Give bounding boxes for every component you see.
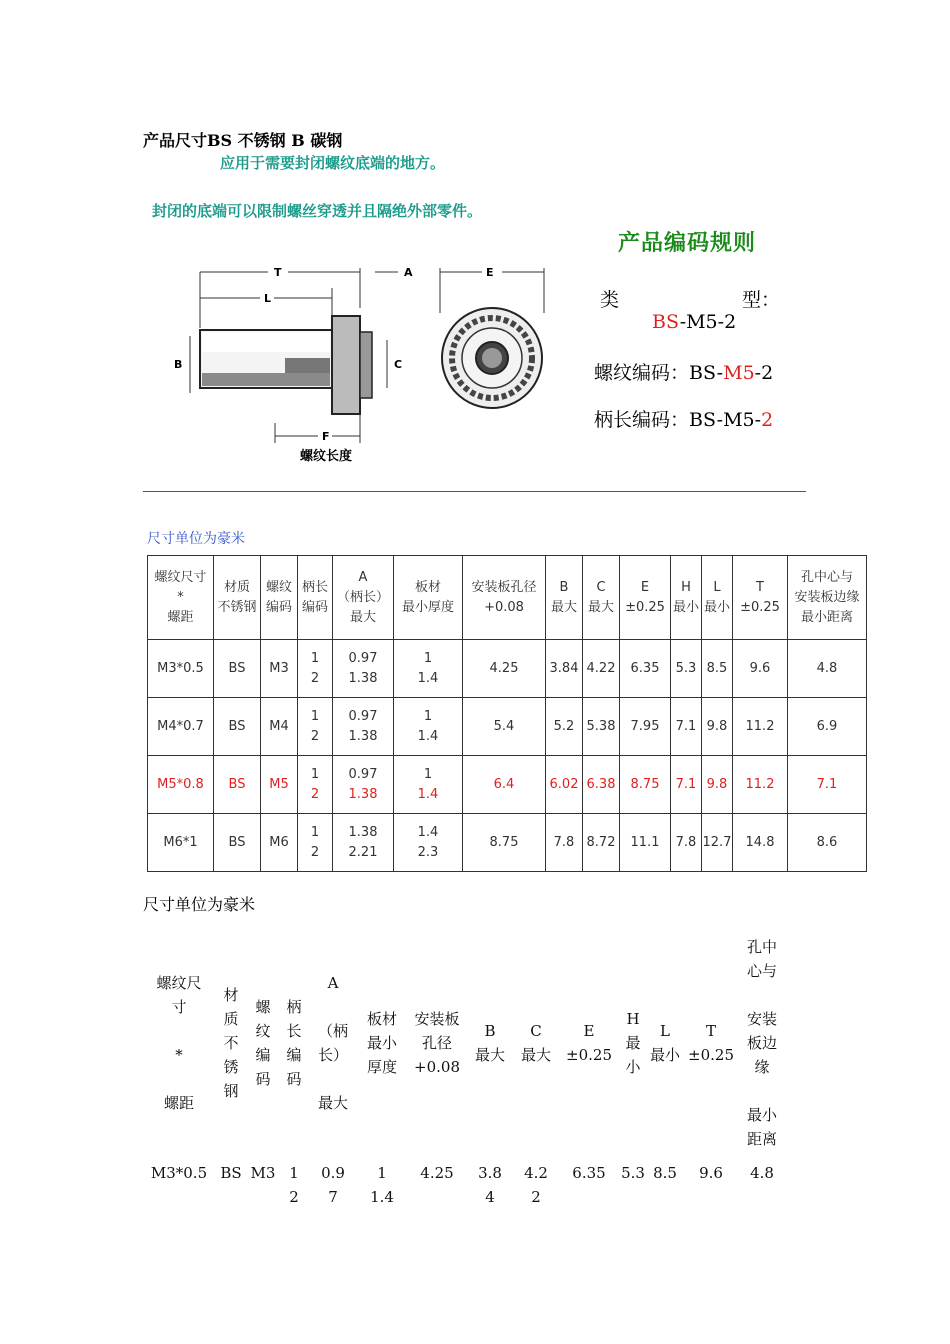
header-cell: E ±0.25 xyxy=(620,556,671,640)
header-cell: 安装板孔径 +0.08 xyxy=(463,556,546,640)
spec-table-text xyxy=(143,935,785,1209)
shank-code-label: 柄长编码：BS-M5- xyxy=(594,409,762,431)
label-t: T xyxy=(274,266,282,279)
header-cell: 螺纹尺寸 * 螺距 xyxy=(148,556,214,640)
label-c: C xyxy=(394,358,403,371)
shank-code-value: 2 xyxy=(761,409,774,431)
header-cell: C 最大 xyxy=(583,556,620,640)
table-row: M4*0.7 BS M4 1 2 0.97 1.38 1 1.4 5.4 5.2 5.38 7.95 7.1 9.8 11.2 6.9 xyxy=(148,698,867,756)
image-table-caption: 尺寸单位为豪米 xyxy=(147,531,245,547)
header-h: H 最 小 xyxy=(625,1010,641,1076)
header-cell: 柄长 编码 xyxy=(298,556,333,640)
header-cell: 孔中心与 安装板边缘 最小距离 xyxy=(788,556,867,640)
header-t: T ±0.25 xyxy=(688,1022,734,1064)
thread-code-label: 螺纹编码：BS- xyxy=(594,362,724,384)
label-l: L xyxy=(264,292,272,305)
table-row: M3*0.5 BS M3 1 2 0.97 1.38 1 1.4 4.25 3.84 4.22 6.35 5.3 8.5 9.6 4.8 xyxy=(148,640,867,698)
header-cell: A （柄长） 最大 xyxy=(333,556,394,640)
shank-code-row xyxy=(594,405,773,432)
text-table-caption: 尺寸单位为豪米 xyxy=(143,895,256,914)
header-hole: 安装板 孔径 +0.08 xyxy=(414,1010,460,1076)
page-title: 产品尺寸BS 不锈钢 B 碳钢 xyxy=(143,131,343,150)
header-cell: 材质 不锈钢 xyxy=(214,556,261,640)
header-code: 螺 纹 编 码 xyxy=(255,998,271,1088)
header-cell: L 最小 xyxy=(702,556,733,640)
type-rest: -M5-2 xyxy=(679,311,737,333)
spec-table-image xyxy=(147,555,867,872)
type-value xyxy=(652,311,736,333)
header-dist: 孔中 心与 安装 板边 缘 最小 距离 xyxy=(746,938,777,1148)
header-e: E ±0.25 xyxy=(566,1022,612,1064)
thread-code-value: M5 xyxy=(723,362,755,384)
type-label-b: 型： xyxy=(742,289,781,311)
label-e: E xyxy=(486,266,494,279)
header-cell: 板材 最小厚度 xyxy=(394,556,463,640)
table-row-highlighted: M5*0.8 BS M5 1 2 0.97 1.38 1 1.4 6.4 6.02 6.38 8.75 7.1 9.8 11.2 7.1 xyxy=(148,756,867,814)
thread-code-suffix: -2 xyxy=(754,362,774,384)
header-cell: B 最大 xyxy=(546,556,583,640)
header-mat: 材 质 不 锈 钢 xyxy=(223,986,239,1100)
header-cell: H 最小 xyxy=(671,556,702,640)
intro-line-1: 应用于需要封闭螺纹底端的地方。 xyxy=(220,154,446,172)
label-a: A xyxy=(404,266,413,279)
header-b: B 最大 xyxy=(474,1022,505,1064)
header-cell: T ±0.25 xyxy=(733,556,788,640)
label-b: B xyxy=(174,358,183,371)
type-prefix: BS xyxy=(652,311,680,333)
table-row: M6*1 BS M6 1 2 1.38 2.21 1.4 2.3 8.75 7.8 8.72 11.1 7.8 12.7 14.8 8.6 xyxy=(148,814,867,872)
header-a: A （柄 长） 最大 xyxy=(317,974,348,1112)
header-sheet: 板材 最小 厚度 xyxy=(366,1010,397,1076)
fastener-diagram xyxy=(160,258,560,468)
label-f: F xyxy=(322,430,330,443)
table-header-row xyxy=(148,556,867,640)
text-table-header xyxy=(143,935,785,1151)
code-rules-title: 产品编码规则 xyxy=(618,231,757,256)
header-cell: 螺纹 编码 xyxy=(261,556,298,640)
header-l: L 最小 xyxy=(649,1022,680,1064)
header-c: C 最大 xyxy=(520,1022,551,1064)
divider xyxy=(143,491,806,492)
type-label-a: 类 xyxy=(600,289,620,311)
header-thread: 螺纹尺 寸 * 螺距 xyxy=(156,974,202,1112)
intro-line-2: 封闭的底端可以限制螺丝穿透并且隔绝外部零件。 xyxy=(152,202,483,220)
thread-code-row xyxy=(594,358,773,385)
diagram-caption: 螺纹长度 xyxy=(300,449,353,464)
header-len: 柄 长 编 码 xyxy=(286,998,302,1088)
table-row: M3*0.5 BS M3 1 2 0.9 7 1 1.4 4.25 3.8 4 4.2 2 6.35 5.3 8.5 9.6 4.8 xyxy=(150,1164,774,1206)
